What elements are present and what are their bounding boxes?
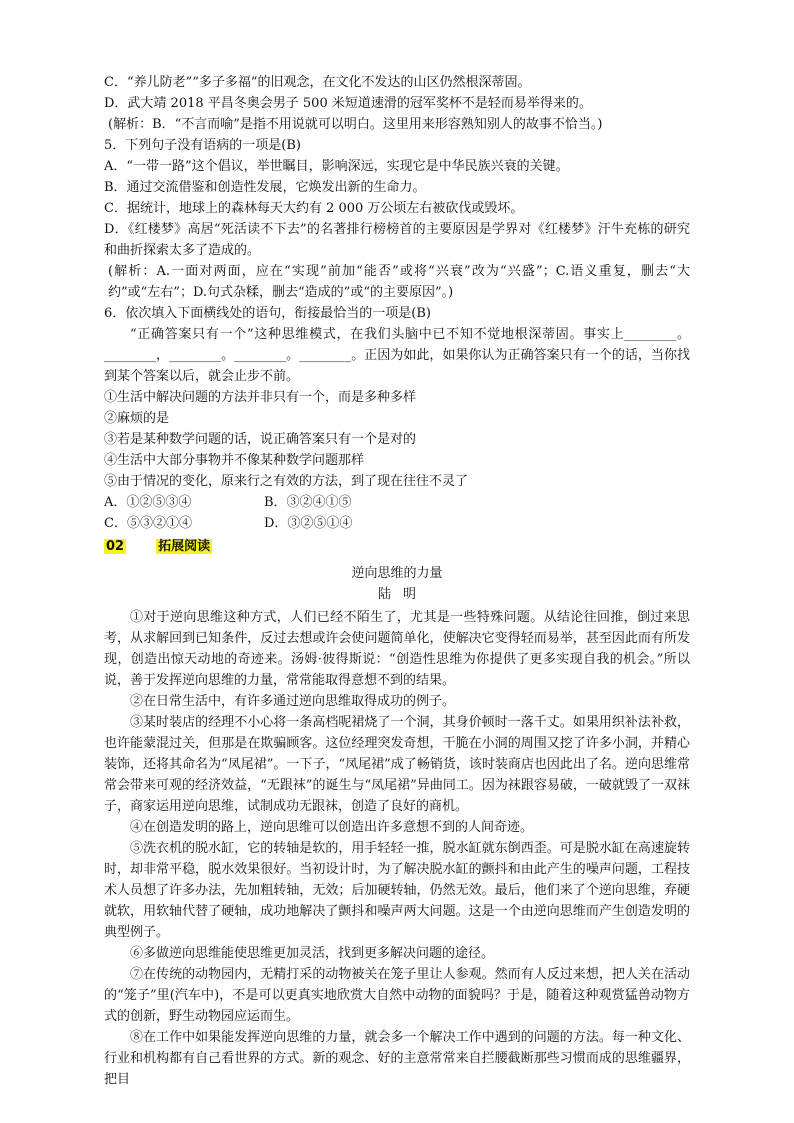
q6-choice-d: D．③②⑤①④ [264,516,353,531]
q5-option-a: A．“一带一路”这个倡议，举世瞩目，影响深远，实现它是中华民族兴衰的关键。 [104,159,569,174]
q6-item-4: ④生活中大部分事物并不像某种数学问题那样 [104,453,365,468]
q5-analysis: (解析：A.一面对两面，应在“实现”前加“能否”或将“兴衰”改为“兴盛”；C.语义重复，删去“大约”或“左右”；D.句式杂糅，删去“造成的”或“的主要原因”。) [108,264,690,300]
q6-passage: “正确答案只有一个”这种思维模式，在我们头脑中已不知不觉地根深蒂固。事实上________。________，________。________。________。正因为如此，如果你认为正确答案只有一个的话，当你找到某个答案以后，就会止步不前。 [104,327,690,384]
section-number: 02 [106,539,125,554]
article-paragraph: ⑦在传统的动物园内，无精打采的动物被关在笼子里让人参观。然而有人反过来想，把人关在活动的“笼子”里(汽车中)，不是可以更真实地欣赏大自然中动物的面貌吗？于是，随着这种观赏猛兽动物方式的创新，野生动物园应运而生。 [104,967,690,1024]
q6-stem: 6．依次填入下面横线处的语句，衔接最恰当的一项是(B) [104,306,431,321]
q6-choices-row-2 [104,513,690,534]
article-paragraph: ②在日常生活中，有许多通过逆向思维取得成功的例子。 [130,694,456,709]
q4-analysis: (解析：B．“不言而喻”是指不用说就可以明白。这里用来形容熟知别人的故事不恰当。) [108,117,603,132]
q5-option-d: D．《红楼梦》高居“死活读不下去”的名著排行榜榜首的主要原因是学界对《红楼梦》汗牛充栋的研究和曲折探索太多了造成的。 [104,222,690,258]
section-title: 拓展阅读 [158,539,211,554]
q4-option-c: C．“养儿防老”“多子多福”的旧观念，在文化不发达的山区仍然根深蒂固。 [104,75,531,90]
q5-option-b: B．通过交流借鉴和创造性发展，它焕发出新的生命力。 [104,180,426,195]
q4-option-d: D．武大靖 2018 平昌冬奥会男子 500 米短道速滑的冠军奖杯不是轻而易举得来的。 [104,96,592,111]
q6-item-3: ③若是某种数学问题的话，说正确答案只有一个是对的 [104,432,417,447]
article-paragraph: ⑧在工作中如果能发挥逆向思维的力量，就会多一个解决工作中遇到的问题的方法。每一种文化、行业和机构都有自己看世界的方式。新的观念、好的主意常常来自拦腰截断那些习惯而成的思维疆界，把目 [104,1030,690,1087]
section-header [104,536,690,557]
q6-choice-c: C．⑤③②①④ [104,516,192,531]
article-author: 陆明 [377,587,428,602]
q6-item-1: ①生活中解决问题的方法并非只有一个，而是多种多样 [104,390,417,405]
q6-choice-b: B．③②④①⑤ [264,495,352,510]
article-paragraph: ⑥多做逆向思维能使思维更加灵活，找到更多解决问题的途径。 [130,946,495,961]
q6-item-2: ②麻烦的是 [104,411,170,426]
q6-choice-a: A．①②⑤③④ [104,495,192,510]
page-content [104,72,690,1090]
article-paragraph: ⑤洗衣机的脱水缸，它的转轴是软的，用手轻轻一推，脱水缸就东倒西歪。可是脱水缸在高速旋转时，却非常平稳，脱水效果很好。当初设计时，为了解决脱水缸的颤抖和由此产生的噪声问题，工程技术人员想了许多办法，先加粗转轴，无效；后加硬转轴，仍然无效。最后，他们来了个逆向思维，弃硬就软，用软轴代替了硬轴，成功地解决了颤抖和噪声两大问题。这是一个由逆向思维而产生创造发明的典型例子。 [104,841,690,940]
q5-option-c: C．据统计，地球上的森林每天大约有 2 000 万公顷左右被砍伐或毁坏。 [104,201,524,216]
q6-choices-row-1 [104,492,690,513]
q5-stem: 5．下列句子没有语病的一项是(B) [104,138,301,153]
article-paragraph: ①对于逆向思维这种方式，人们已经不陌生了，尤其是一些特殊问题。从结论往回推，倒过来思考，从求解回到已知条件，反过去想或许会使问题简单化，使解决它变得轻而易举，甚至因此而有所发现，创造出惊天动地的奇迹来。汤姆·彼得斯说：“创造性思维为你提供了更多实现自我的机会。”所以说，善于发挥逆向思维的力量，常常能取得意想不到的结果。 [104,610,690,688]
article-paragraph: ③某时装店的经理不小心将一条高档呢裙烧了一个洞，其身价顿时一落千丈。如果用织补法补救，也许能蒙混过关，但那是在欺骗顾客。这位经理突发奇想，干脆在小洞的周围又挖了许多小洞，并精心装饰，还将其命名为“凤尾裙”。一下子，“凤尾裙”成了畅销货，该时装商店也因此出了名。逆向思维常常会带来可观的经济效益，“无跟袜”的诞生与“凤尾裙”异曲同工。因为袜跟容易破，一破就毁了一双袜子，商家运用逆向思维，试制成功无跟袜，创造了良好的商机。 [104,715,690,814]
article-title: 逆向思维的力量 [351,566,443,581]
q6-item-5: ⑤由于情况的变化，原来行之有效的方法，到了现在往往不灵了 [104,474,469,489]
article-paragraph: ④在创造发明的路上，逆向思维可以创造出许多意想不到的人间奇迹。 [130,820,534,835]
